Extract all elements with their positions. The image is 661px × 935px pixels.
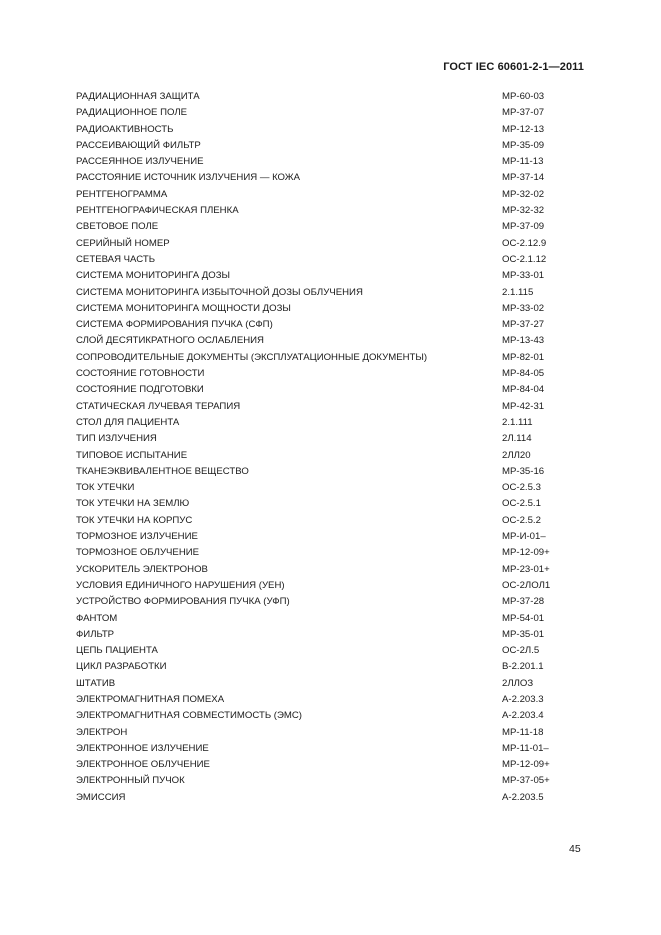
index-term: ТОК УТЕЧКИ НА ЗЕМЛЮ xyxy=(76,498,190,510)
index-reference: МР-11-18 xyxy=(502,726,544,738)
index-term: УСЛОВИЯ ЕДИНИЧНОГО НАРУШЕНИЯ (УЕН) xyxy=(76,579,285,591)
index-reference: МР-37-28 xyxy=(502,596,545,608)
index-row xyxy=(76,252,586,268)
index-reference: МР-11-13 xyxy=(502,156,544,168)
index-row xyxy=(76,350,586,366)
index-term: УСТРОЙСТВО ФОРМИРОВАНИЯ ПУЧКА (УФП) xyxy=(76,596,290,608)
index-row xyxy=(76,496,586,512)
index-term: СВЕТОВОЕ ПОЛЕ xyxy=(76,221,159,233)
index-term: СИСТЕМА МОНИТОРИНГА ИЗБЫТОЧНОЙ ДОЗЫ ОБЛУЧЕНИЯ xyxy=(76,286,363,298)
index-row xyxy=(76,122,586,138)
index-row xyxy=(76,105,586,121)
index-row xyxy=(76,285,586,301)
index-row xyxy=(76,382,586,398)
index-reference: МР-37-05+ xyxy=(502,775,550,787)
index-reference: ОС-2.1.12 xyxy=(502,253,547,265)
index-row xyxy=(76,219,586,235)
document-header: ГОСТ IEC 60601-2-1—2011 xyxy=(443,61,584,73)
index-row xyxy=(76,317,586,333)
index-reference: МР-И-01– xyxy=(502,531,546,543)
index-term: ЦЕПЬ ПАЦИЕНТА xyxy=(76,645,158,657)
index-row xyxy=(76,594,586,610)
index-row xyxy=(76,676,586,692)
index-row xyxy=(76,562,586,578)
index-reference: МР-11-01– xyxy=(502,742,549,754)
index-reference: ОС-2.12.9 xyxy=(502,237,547,249)
index-reference: МР-37-14 xyxy=(502,172,545,184)
index-term: СЕТЕВАЯ ЧАСТЬ xyxy=(76,253,156,265)
index-reference: МР-23-01+ xyxy=(502,563,550,575)
index-term: ЭЛЕКТРОМАГНИТНАЯ ПОМЕХА xyxy=(76,693,225,705)
index-row xyxy=(76,464,586,480)
index-term: ТОРМОЗНОЕ ИЗЛУЧЕНИЕ xyxy=(76,531,198,543)
index-row xyxy=(76,627,586,643)
index-reference: МР-12-09+ xyxy=(502,547,550,559)
index-term: РАДИАЦИОННОЕ ПОЛЕ xyxy=(76,107,188,119)
index-reference: МР-37-27 xyxy=(502,319,545,331)
index-term: ТОК УТЕЧКИ НА КОРПУС xyxy=(76,514,193,526)
index-term: ФАНТОМ xyxy=(76,612,118,624)
index-reference: ОС-2Л.5 xyxy=(502,645,540,657)
index-row xyxy=(76,708,586,724)
index-term: ЭЛЕКТРОННОЕ ОБЛУЧЕНИЕ xyxy=(76,759,210,771)
index-row xyxy=(76,170,586,186)
index-term: РАССЕЯННОЕ ИЗЛУЧЕНИЕ xyxy=(76,156,204,168)
index-reference: А-2.203.3 xyxy=(502,693,544,705)
index-term: СТАТИЧЕСКАЯ ЛУЧЕВАЯ ТЕРАПИЯ xyxy=(76,400,241,412)
index-reference: МР-35-16 xyxy=(502,465,545,477)
index-row xyxy=(76,431,586,447)
index-term: СИСТЕМА ФОРМИРОВАНИЯ ПУЧКА (СФП) xyxy=(76,319,273,331)
index-row xyxy=(76,399,586,415)
index-reference: МР-54-01 xyxy=(502,612,545,624)
index-term: СОСТОЯНИЕ ГОТОВНОСТИ xyxy=(76,368,205,380)
index-term: РАССЕИВАЮЩИЙ ФИЛЬТР xyxy=(76,139,201,151)
index-row xyxy=(76,692,586,708)
index-reference: 2.1.111 xyxy=(502,416,533,428)
index-row xyxy=(76,480,586,496)
index-row xyxy=(76,773,586,789)
index-row xyxy=(76,545,586,561)
index-term: ЦИКЛ РАЗРАБОТКИ xyxy=(76,661,167,673)
index-row xyxy=(76,203,586,219)
index-row xyxy=(76,89,586,105)
index-reference: МР-32-32 xyxy=(502,205,545,217)
index-row xyxy=(76,366,586,382)
index-term: ЭМИССИЯ xyxy=(76,791,126,803)
index-term: ТИП ИЗЛУЧЕНИЯ xyxy=(76,433,157,445)
index-reference: ОС-2ЛОЛ1 xyxy=(502,579,551,591)
index-term: РЕНТГЕНОГРАММА xyxy=(76,188,168,200)
page-number: 45 xyxy=(569,843,581,855)
index-reference: МР-32-02 xyxy=(502,188,545,200)
index-term: ЭЛЕКТРОННОЕ ИЗЛУЧЕНИЕ xyxy=(76,742,209,754)
index-reference: МР-12-13 xyxy=(502,123,545,135)
index-reference: МР-35-01 xyxy=(502,628,545,640)
index-row xyxy=(76,333,586,349)
index-term: ФИЛЬТР xyxy=(76,628,115,640)
index-row xyxy=(76,741,586,757)
index-row xyxy=(76,790,586,806)
index-term: ТОК УТЕЧКИ xyxy=(76,482,135,494)
index-row xyxy=(76,138,586,154)
index-term: СИСТЕМА МОНИТОРИНГА МОЩНОСТИ ДОЗЫ xyxy=(76,302,291,314)
index-reference: ОС-2.5.3 xyxy=(502,482,541,494)
index-row xyxy=(76,578,586,594)
index-reference: 2.1.115 xyxy=(502,286,534,298)
index-reference: 2Л.114 xyxy=(502,433,532,445)
index-reference: В-2.201.1 xyxy=(502,661,544,673)
index-term: СЕРИЙНЫЙ НОМЕР xyxy=(76,237,170,249)
index-row xyxy=(76,529,586,545)
index-term: РАССТОЯНИЕ ИСТОЧНИК ИЗЛУЧЕНИЯ — КОЖА xyxy=(76,172,301,184)
index-term: ТИПОВОЕ ИСПЫТАНИЕ xyxy=(76,449,188,461)
index-term: РАДИОАКТИВНОСТЬ xyxy=(76,123,174,135)
index-reference: МР-35-09 xyxy=(502,139,545,151)
index-row xyxy=(76,448,586,464)
index-term: РАДИАЦИОННАЯ ЗАЩИТА xyxy=(76,91,200,102)
index-reference: ОС-2.5.1 xyxy=(502,498,541,510)
index-reference: 2ЛЛ20 xyxy=(502,449,531,461)
index-row xyxy=(76,659,586,675)
index-reference: МР-12-09+ xyxy=(502,759,550,771)
index-reference: А-2.203.4 xyxy=(502,710,544,722)
index-reference: МР-13-43 xyxy=(502,335,545,347)
index-term: РЕНТГЕНОГРАФИЧЕСКАЯ ПЛЕНКА xyxy=(76,205,239,217)
index-reference: МР-42-31 xyxy=(502,400,545,412)
index-row xyxy=(76,643,586,659)
index-term: ШТАТИВ xyxy=(76,677,116,689)
index-term: ЭЛЕКТРОМАГНИТНАЯ СОВМЕСТИМОСТЬ (ЭМС) xyxy=(76,710,302,722)
index-row xyxy=(76,236,586,252)
index-term: ЭЛЕКТРОННЫЙ ПУЧОК xyxy=(76,775,185,787)
index-row xyxy=(76,611,586,627)
index-reference: МР-82-01 xyxy=(502,351,545,363)
index-reference: МР-33-01 xyxy=(502,270,545,282)
index-reference: МР-84-04 xyxy=(502,384,545,396)
index-reference: МР-60-03 xyxy=(502,91,545,102)
index-row xyxy=(76,187,586,203)
index-row xyxy=(76,725,586,741)
index-reference: 2ЛЛОЗ xyxy=(502,677,534,689)
index-row xyxy=(76,757,586,773)
index-term: СОСТОЯНИЕ ПОДГОТОВКИ xyxy=(76,384,204,396)
index-term: СИСТЕМА МОНИТОРИНГА ДОЗЫ xyxy=(76,270,231,282)
index-row xyxy=(76,154,586,170)
index-row xyxy=(76,513,586,529)
index-reference: МР-84-05 xyxy=(502,368,545,380)
index-term: СОПРОВОДИТЕЛЬНЫЕ ДОКУМЕНТЫ (ЭКСПЛУАТАЦИОННЫЕ ДОКУМЕНТЫ) xyxy=(76,351,428,363)
index-row xyxy=(76,415,586,431)
term-index-list xyxy=(76,89,586,806)
index-term: ЭЛЕКТРОН xyxy=(76,726,128,738)
index-row xyxy=(76,301,586,317)
index-term: СТОЛ ДЛЯ ПАЦИЕНТА xyxy=(76,416,180,428)
index-reference: МР-33-02 xyxy=(502,302,545,314)
index-reference: МР-37-07 xyxy=(502,107,545,119)
index-term: СЛОЙ ДЕСЯТИКРАТНОГО ОСЛАБЛЕНИЯ xyxy=(76,335,264,347)
index-row xyxy=(76,268,586,284)
index-reference: А-2.203.5 xyxy=(502,791,544,803)
index-term: УСКОРИТЕЛЬ ЭЛЕКТРОНОВ xyxy=(76,563,208,575)
index-term: ТОРМОЗНОЕ ОБЛУЧЕНИЕ xyxy=(76,547,200,559)
index-reference: ОС-2.5.2 xyxy=(502,514,541,526)
index-term: ТКАНЕЭКВИВАЛЕНТНОЕ ВЕЩЕСТВО xyxy=(76,465,249,477)
index-reference: МР-37-09 xyxy=(502,221,545,233)
